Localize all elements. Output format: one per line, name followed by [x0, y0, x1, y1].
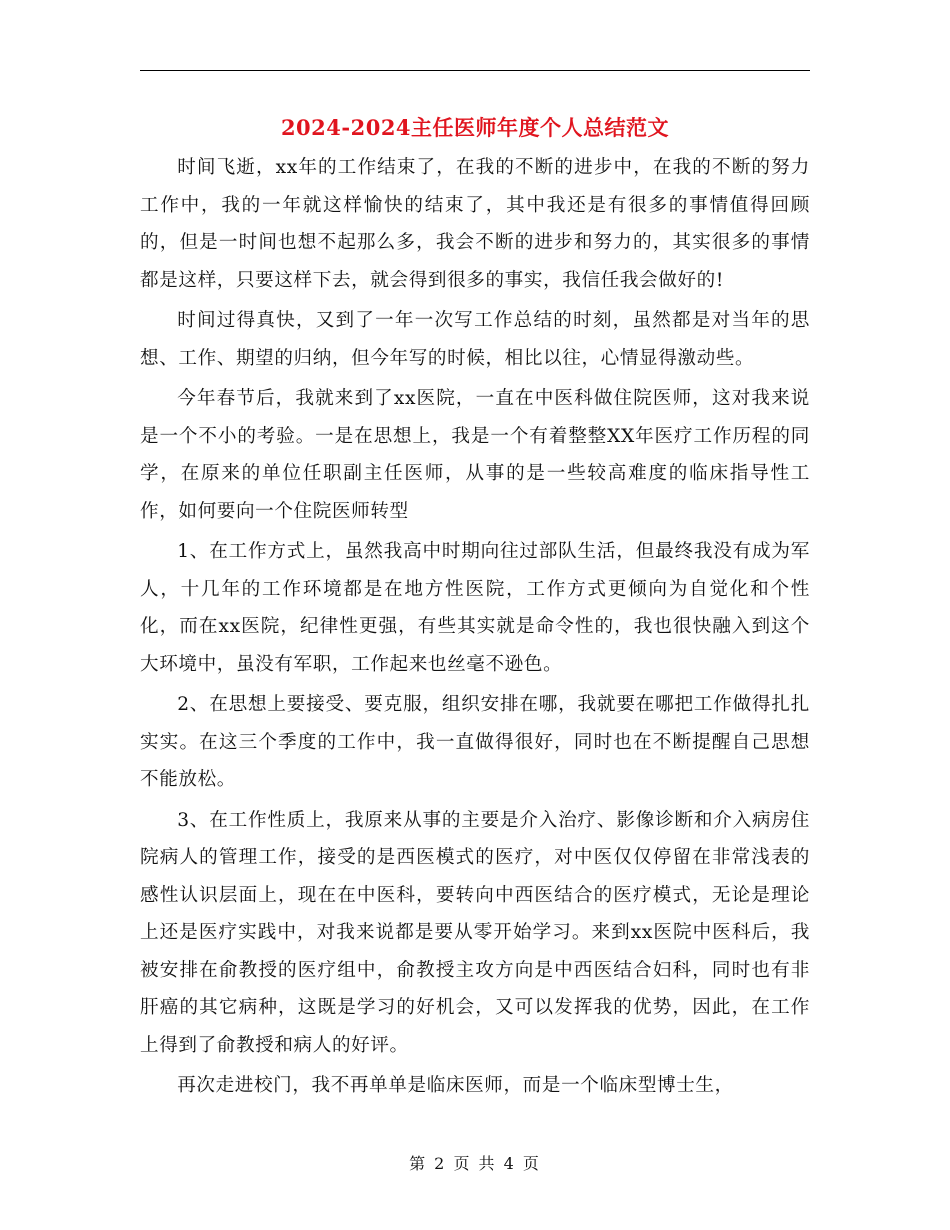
document-title: 2024-2024主任医师年度个人总结范文 [280, 115, 670, 140]
page-footer: 第 2 页 共 4 页 [409, 1154, 541, 1173]
paragraph-4: 1、在工作方式上，虽然我高中时期向往过部队生活，但最终我没有成为军人，十几年的工作环境都是在地方性医院，工作方式更倾向为自觉化和个性化，而在xx医院，纪律性更强，有些其实就是命令性的，我也很快融入到这个大环境中，虽没有军职，工作起来也丝毫不逊色。 [140, 541, 810, 675]
paragraph-1: 时间飞逝，xx年的工作结束了，在我的不断的进步中，在我的不断的努力工作中，我的一年就这样愉快的结束了，其中我还是有很多的事情值得回顾的，但是一时间也想不起那么多，我会不断的进步和努力的，其实很多的事情都是这样，只要这样下去，就会得到很多的事实，我信任我会做好的! [140, 157, 810, 291]
paragraph-6: 3、在工作性质上，我原来从事的主要是介入治疗、影像诊断和介入病房住院病人的管理工作，接受的是西医模式的医疗，对中医仅仅停留在非常浅表的感性认识层面上，现在在中医科，要转向中西医结合的医疗模式，无论是理论上还是医疗实践中，对我来说都是要从零开始学习。来到xx医院中医科后，我被安排在俞教授的医疗组中，俞教授主攻方向是中西医结合妇科，同时也有非肝癌的其它病种，这既是学习的好机会，又可以发挥我的优势，因此，在工作上得到了俞教授和病人的好评。 [140, 809, 810, 1056]
paragraph-5: 2、在思想上要接受、要克服，组织安排在哪，我就要在哪把工作做得扎扎实实。在这三个季度的工作中，我一直做得很好，同时也在不断提醒自己思想不能放松。 [140, 694, 810, 790]
paragraph-3: 今年春节后，我就来到了xx医院，一直在中医科做住院医师，这对我来说是一个不小的考验。一是在思想上，我是一个有着整整XX年医疗工作历程的同学，在原来的单位任职副主任医师，从事的是一些较高难度的临床指导性工作，如何要向一个住院医师转型 [140, 388, 810, 522]
header-rule [140, 70, 810, 71]
document-body [140, 149, 810, 1108]
paragraph-7: 再次走进校门，我不再单单是临床医师，而是一个临床型博士生， [177, 1075, 734, 1096]
paragraph-2: 时间过得真快，又到了一年一次写工作总结的时刻，虽然都是对当年的思想、工作、期望的归纳，但今年写的时候，相比以往，心情显得激动些。 [140, 310, 810, 369]
